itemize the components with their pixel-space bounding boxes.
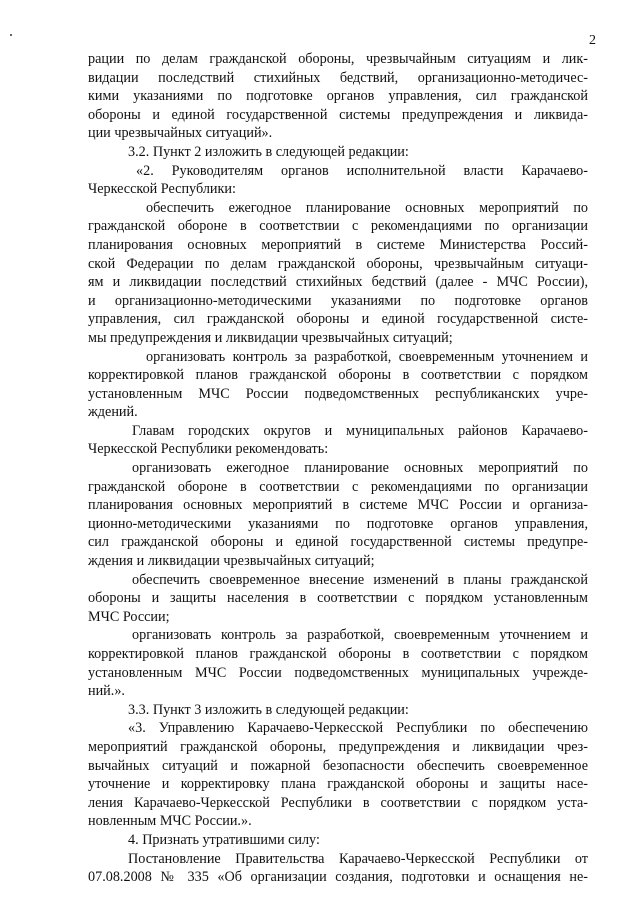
text-line: обеспечить ежегодное планирование основных мероприятий по [146, 199, 588, 216]
text-line: новленным МЧС России.». [88, 813, 252, 830]
text-line: корректировкой планов гражданской обороны в соответствии с порядком [88, 646, 588, 662]
text-line: ской Федерации по делам гражданской обороны, чрезвычайным ситуаци- [88, 255, 588, 272]
text-line: рации по делам гражданской обороны, чрезвычайным ситуациям и лик- [88, 51, 588, 67]
body-text [88, 50, 588, 887]
text-line: корректировкой планов гражданской обороны в соответствии с порядком [88, 367, 588, 384]
text-line: Постановление Правительства Карачаево-Черкесской Республики от [128, 850, 588, 867]
text-line: ционно-методическими указаниями по подготовке органов управления, [88, 515, 588, 532]
text-line: организовать контроль за разработкой, своевременным уточнением и [132, 627, 588, 644]
text-line: мы предупреждения и ликвидации чрезвычайных ситуаций; [88, 329, 453, 346]
scan-speck [10, 34, 12, 36]
text-line: Черкесской Республики рекомендовать: [88, 441, 329, 458]
text-line: 4. Признать утратившими силу: [128, 831, 320, 848]
text-line: обеспечить своевременное внесение изменений в планы гражданской [132, 571, 588, 588]
text-line: уточнение и корректировку плана гражданской обороны и защиты насе- [88, 776, 588, 793]
text-line: организовать контроль за разработкой, своевременным уточнением и [146, 348, 588, 365]
text-line: ям и ликвидации последствий стихийных бедствий (далее - МЧС России), [88, 274, 588, 291]
text-line: 3.3. Пункт 3 изложить в следующей редакции: [128, 701, 409, 718]
text-line: видации последствий стихийных бедствий, организационно-методичес- [88, 69, 588, 86]
text-line: 3.2. Пункт 2 изложить в следующей редакции: [128, 143, 409, 160]
text-line: вычайных ситуаций и пожарной безопасности обеспечить своевременное [88, 757, 588, 774]
text-line: ления Карачаево-Черкесской Республики в соответствии с порядком уста- [88, 794, 588, 811]
text-line: установленным МЧС России подведомственных муниципальных учрежде- [88, 664, 588, 681]
text-line: управления, сил гражданской обороны и единой государственной систе- [88, 311, 588, 328]
text-line: ний.». [88, 683, 125, 700]
text-line: ждения и ликвидации чрезвычайных ситуаций; [88, 553, 375, 570]
text-line: и организационно-методическими указаниями по подготовке органов [88, 292, 588, 309]
text-line: обороны и единой государственной системы предупреждения и ликвида- [88, 106, 588, 123]
text-line: «3. Управлению Карачаево-Черкесской Республики по обеспечению [128, 720, 588, 737]
text-line: организовать ежегодное планирование основных мероприятий по [132, 460, 588, 477]
text-line: «2. Руководителям органов исполнительной власти Карачаево- [136, 162, 588, 179]
text-line: Главам городских округов и муниципальных районов Карачаево- [132, 422, 588, 439]
text-line: ждений. [88, 404, 138, 421]
text-line: МЧС России; [88, 608, 170, 625]
text-line: Черкесской Республики: [88, 181, 236, 198]
text-line: мероприятий гражданской обороны, предупреждения и ликвидации чрез- [88, 738, 588, 755]
text-line: обороны и защиты населения в соответствии с порядком установленным [88, 590, 588, 607]
text-line: сил гражданской обороны и единой государственной системы предупре- [88, 534, 588, 551]
text-line: гражданской обороне в соответствии с рекомендациями по организации [88, 478, 588, 495]
text-line: установленным МЧС России подведомственных республиканских учре- [88, 385, 588, 402]
text-line: планирования основных мероприятий в системе Министерства Россий- [88, 236, 588, 253]
page-number: 2 [589, 33, 596, 48]
text-line: гражданской обороне в соответствии с рекомендациями по организации [88, 218, 588, 235]
text-line: 07.08.2008 № 335 «Об организации создания, подготовки и оснащения не- [88, 869, 588, 886]
text-line: планирования основных мероприятий в системе МЧС России и организа- [88, 497, 588, 514]
text-line: ции чрезвычайных ситуаций». [88, 125, 273, 142]
text-line: кими указаниями по подготовке органов управления, сил гражданской [88, 88, 588, 105]
